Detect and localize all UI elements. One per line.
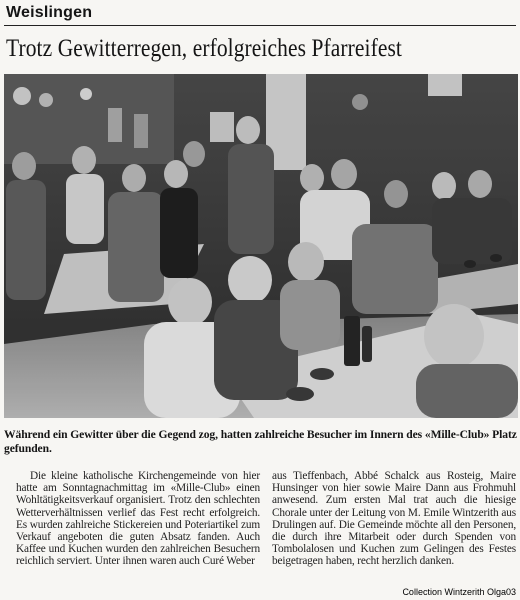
article-column-left: Die kleine katholische Kirchengemeinde von hier hatte am Sonntagnachmittag im «Mille-Club» einen Wohltätigkeitsverkauf organisiert. Trotz den schlechten Wetterverhältnissen verlief das Fest recht erfolgreich. Es wurden zahlreiche Stickereien und Poteriartikel zum Verkauf angeboten die guten Absatz fanden. Auch Kaffee und Kuchen wurden den zahlreichen Besuchern reichlich serviert. Unter ihnen waren auch Curé Weber [16, 470, 260, 568]
photo-grain [4, 74, 518, 418]
section-divider [4, 25, 516, 26]
collection-credit: Collection Wintzerith Olga03 [402, 587, 516, 597]
event-photo-illustration [4, 74, 518, 418]
photo-caption: Während ein Gewitter über die Gegend zog, hatten zahlreiche Besucher im Innern des «Mille-Club» Platz gefunden. [4, 428, 517, 455]
headline: Trotz Gewitterregen, erfolgreiches Pfarreifest [6, 35, 402, 62]
event-photo [4, 74, 518, 418]
section-name: Weislingen [6, 4, 93, 21]
article-column-right: aus Tieffenbach, Abbé Schalck aus Rosteig, Maire Hunsinger von hier sowie Maire Dann aus Frohmuhl anwesend. Zum ersten Mal trat auch die hiesige Chorale unter der Leitung von M. Emile Wintzerith aus Drulingen auf. Die Gemeinde möchte all den Personen, die durch ihre Mitarbeit oder durch Spenden von Tombolalosen und Kuchen zum Gelingen des Festes beigetragen haben, recht herzlich danken. [272, 470, 516, 568]
section-header [4, 4, 516, 26]
